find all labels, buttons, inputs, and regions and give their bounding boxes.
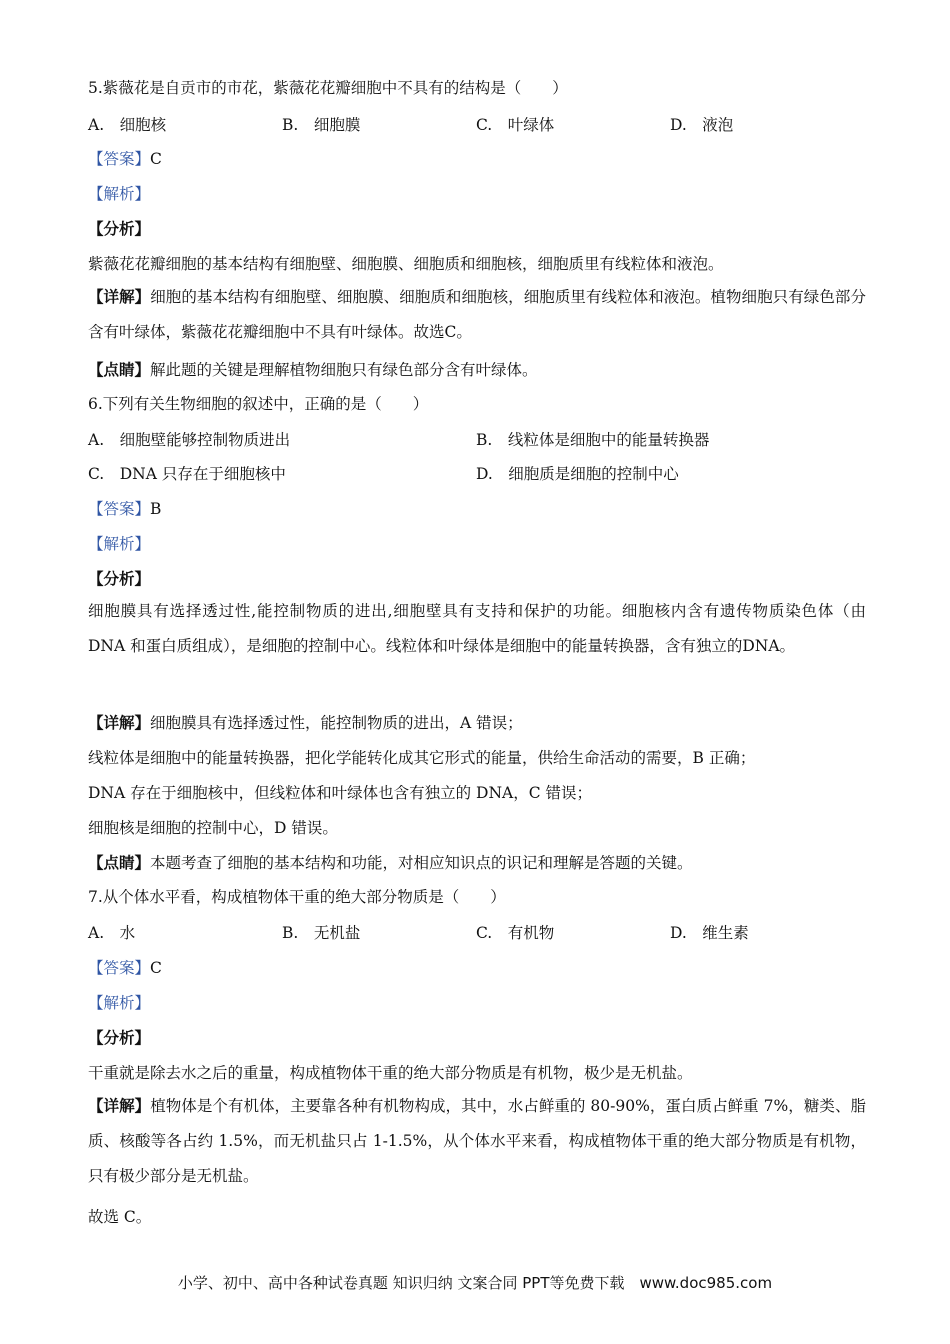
dianjing-tag: 【点睛】 — [88, 360, 151, 379]
xiangjie-tag: 【详解】 — [88, 713, 151, 732]
q6-xiangjie-4: 细胞核是细胞的控制中心，D 错误。 — [88, 819, 338, 837]
q7-option-a: A. 水 — [88, 924, 136, 942]
q5-question: 5.紫薇花是自贡市的市花，紫薇花花瓣细胞中不具有的结构是（ ） — [88, 79, 568, 97]
q7-answer — [88, 956, 162, 978]
answer-tag: 【答案】 — [88, 150, 151, 168]
answer-value: C — [150, 150, 162, 168]
xiangjie-tag: 【详解】 — [88, 1096, 151, 1115]
q6-dianjing — [88, 851, 693, 873]
q5-option-a: A. 细胞核 — [88, 116, 167, 134]
q5-fenxi: 紫薇花花瓣细胞的基本结构有细胞壁、细胞膜、细胞质和细胞核，细胞质里有线粒体和液泡。 — [88, 255, 724, 273]
dianjing-text: 本题考查了细胞的基本结构和功能，对相应知识点的识记和理解是答题的关键。 — [150, 854, 693, 872]
xiangjie-text: 植物体是个有机体，主要靠各种有机物构成，其中，水占鲜重的 80-90%，蛋白质占鲜重 7%，糖类、脂质、核酸等各占约 1.5%，而无机盐只占 1-1.5%，从个体水平来看，构成植物体干重的绝大部分物质是有机物，只有极少部分是无机盐。 — [88, 1097, 866, 1185]
q7-fenxi-tag: 【分析】 — [88, 1028, 151, 1047]
q5-fenxi-tag: 【分析】 — [88, 219, 151, 238]
q5-option-c: C. 叶绿体 — [476, 116, 555, 134]
q7-fenxi: 干重就是除去水之后的重量，构成植物体干重的绝大部分物质是有机物，极少是无机盐。 — [88, 1064, 693, 1082]
answer-value: B — [150, 500, 162, 518]
q7-option-b: B. 无机盐 — [282, 924, 361, 942]
q5-answer — [88, 147, 162, 169]
q6-answer — [88, 497, 161, 519]
page-footer: 小学、初中、高中各种试卷真题 知识归纳 文案合同 PPT等免费下载 www.doc985.com — [177, 1274, 773, 1292]
q7-jiexi-tag: 【解析】 — [88, 994, 151, 1012]
q6-question: 6.下列有关生物细胞的叙述中，正确的是（ ） — [88, 395, 429, 413]
q5-jiexi-tag: 【解析】 — [88, 185, 151, 203]
q6-option-c: C. DNA 只存在于细胞核中 — [88, 465, 286, 483]
xiangjie-text: 细胞膜具有选择透过性，能控制物质的进出，A 错误； — [150, 714, 523, 732]
answer-tag: 【答案】 — [88, 500, 151, 518]
q6-fenxi: 细胞膜具有选择透过性,能控制物质的进出,细胞壁具有支持和保护的功能。细胞核内含有遗传物质染色体（由 DNA 和蛋白质组成），是细胞的控制中心。线粒体和叶绿体是细胞中的能量转换器，含有独立的DNA。 — [88, 602, 866, 655]
answer-value: C — [150, 959, 162, 977]
xiangjie-text: 细胞的基本结构有细胞壁、细胞膜、细胞质和细胞核，细胞质里有线粒体和液泡。植物细胞只有绿色部分含有叶绿体，紫薇花花瓣细胞中不具有叶绿体。故选C。 — [88, 288, 866, 341]
q7-guxuan: 故选 C。 — [88, 1208, 152, 1226]
q6-option-b: B. 线粒体是细胞中的能量转换器 — [476, 431, 710, 449]
q7-option-c: C. 有机物 — [476, 924, 555, 942]
q5-option-b: B. 细胞膜 — [282, 116, 361, 134]
q7-question: 7.从个体水平看，构成植物体干重的绝大部分物质是（ ） — [88, 888, 506, 906]
q5-xiangjie — [88, 279, 866, 350]
q5-dianjing — [88, 358, 538, 380]
answer-tag: 【答案】 — [88, 959, 151, 977]
dianjing-tag: 【点睛】 — [88, 853, 151, 872]
q6-xiangjie-1 — [88, 711, 523, 733]
q6-option-a: A. 细胞壁能够控制物质进出 — [88, 431, 291, 449]
q7-option-d: D. 维生素 — [670, 924, 749, 942]
q6-fenxi-tag: 【分析】 — [88, 569, 151, 588]
q6-option-d: D. 细胞质是细胞的控制中心 — [476, 465, 679, 483]
q6-jiexi-tag: 【解析】 — [88, 535, 151, 553]
dianjing-text: 解此题的关键是理解植物细胞只有绿色部分含有叶绿体。 — [150, 361, 538, 379]
q6-xiangjie-2: 线粒体是细胞中的能量转换器，把化学能转化成其它形式的能量，供给生命活动的需要，B 正确； — [88, 749, 756, 767]
q5-option-d: D. 液泡 — [670, 116, 734, 134]
q7-xiangjie — [88, 1088, 866, 1194]
q6-xiangjie-3: DNA 存在于细胞核中，但线粒体和叶绿体也含有独立的 DNA，C 错误； — [88, 784, 593, 802]
xiangjie-tag: 【详解】 — [88, 287, 151, 306]
